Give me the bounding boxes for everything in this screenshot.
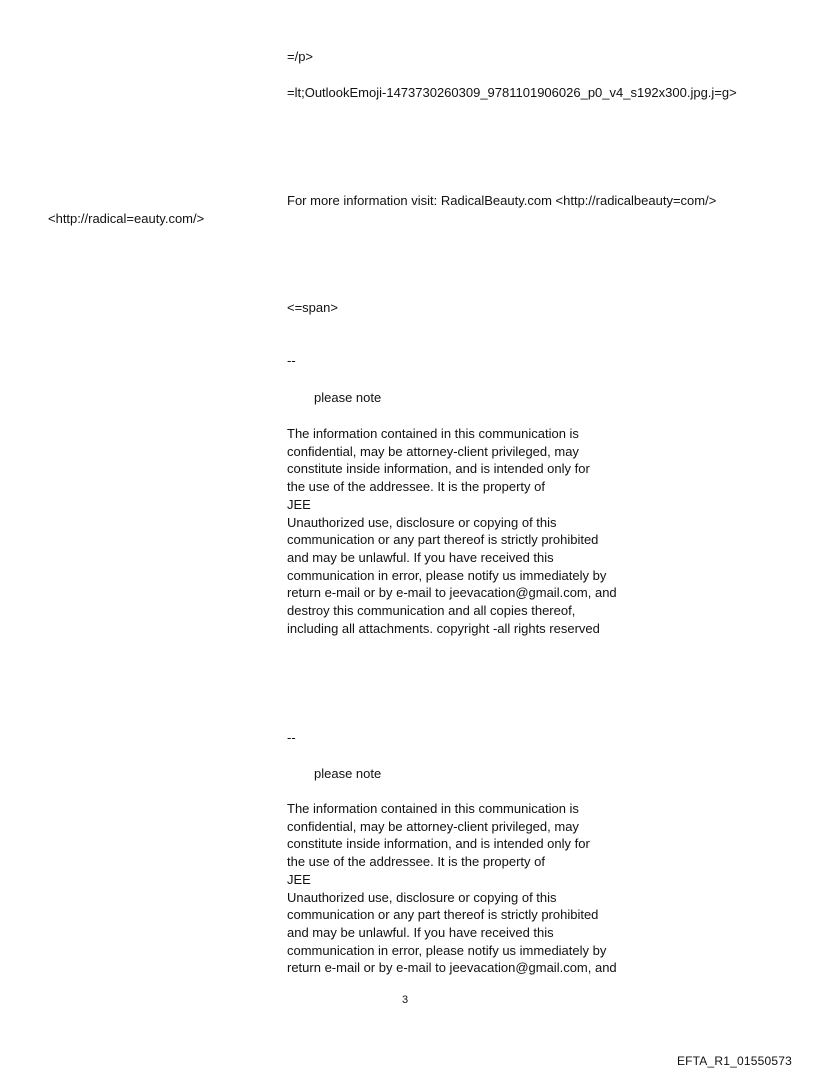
notice-line: return e-mail or by e-mail to jeevacation@gmail.com, and xyxy=(287,585,617,601)
page-number: 3 xyxy=(402,994,409,1006)
notice-line: the use of the addressee. It is the property of xyxy=(287,479,545,495)
notice-line: Unauthorized use, disclosure or copying of this xyxy=(287,889,557,905)
notice-line: constitute inside information, and is intended only for xyxy=(287,461,590,477)
notice-line: destroy this communication and all copies thereof, xyxy=(287,603,576,619)
notice-line: confidential, may be attorney-client privileged, may xyxy=(287,443,579,459)
notice-heading: please note xyxy=(314,766,382,781)
signature-separator: -- xyxy=(287,730,296,745)
notice-line: including all attachments. copyright -all rights reserved xyxy=(287,620,600,636)
notice-line: communication or any part thereof is strictly prohibited xyxy=(287,532,599,548)
notice-line: and may be unlawful. If you have received this xyxy=(287,924,554,940)
confidentiality-notice xyxy=(287,800,647,977)
notice-line: communication in error, please notify us immediately by xyxy=(287,567,607,583)
notice-heading: please note xyxy=(314,390,382,405)
confidentiality-notice xyxy=(287,425,647,637)
notice-line: The information contained in this communication is xyxy=(287,426,579,441)
notice-line: communication in error, please notify us immediately by xyxy=(287,942,607,958)
notice-line: return e-mail or by e-mail to jeevacation@gmail.com, and xyxy=(287,960,617,976)
notice-line: Unauthorized use, disclosure or copying of this xyxy=(287,514,557,530)
notice-line: confidential, may be attorney-client privileged, may xyxy=(287,818,579,834)
document-id: EFTA_R1_01550573 xyxy=(676,1054,792,1068)
outlook-emoji-reference: =lt;OutlookEmoji-1473730260309_9781101906026_p0_v4_s192x300.jpg.j=g> xyxy=(287,85,737,100)
more-info-text: For more information visit: RadicalBeauty.com <http://radicalbeauty=com/> xyxy=(287,193,717,208)
notice-line: JEE xyxy=(287,496,311,512)
signature-separator: -- xyxy=(287,353,296,368)
notice-line: communication or any part thereof is strictly prohibited xyxy=(287,907,599,923)
notice-line: constitute inside information, and is intended only for xyxy=(287,836,590,852)
p-close-tag: =/p> xyxy=(287,49,314,64)
notice-line: The information contained in this communication is xyxy=(287,801,579,816)
notice-line: the use of the addressee. It is the property of xyxy=(287,854,545,870)
notice-line: and may be unlawful. If you have received this xyxy=(287,549,554,565)
radical-beauty-link: <http://radical=eauty.com/> xyxy=(48,211,205,226)
notice-line: JEE xyxy=(287,871,311,887)
span-close-tag: <=span> xyxy=(287,300,338,315)
